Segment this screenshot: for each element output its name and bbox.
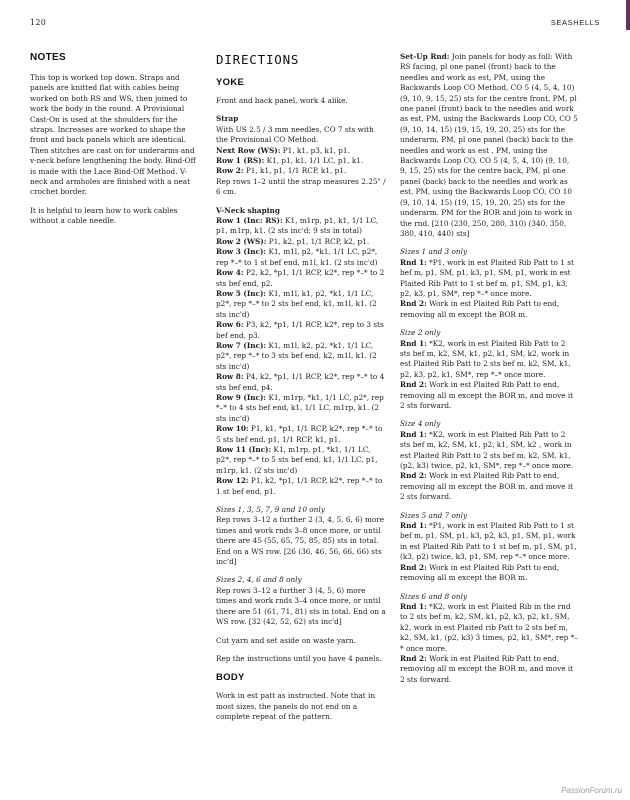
round-row-label: Rnd 1: (400, 257, 427, 267)
strap-row-text: P1, k1, p1, 1/1 RCP, k1, p1. (243, 166, 347, 176)
strap-label: Strap (216, 114, 239, 124)
vneck-row-text: P4, k2, *p1, 1/1 RCP, k2*, rep *–* to 4 sts bef end, p4. (216, 372, 385, 392)
round-row (400, 471, 578, 502)
vneck-row-text: K1, m1rp, p1, k1, 1/1 LC, p1, m1rp, k1. (2 sts inc'd; 9 sts in total) (216, 216, 379, 236)
vneck-row-text: K1, m1l, k1, p2, *k1, 1/1 LC, p2*, rep *–* to 2 sts bef end, k1, m1l, k1. (2 sts inc'd) (216, 288, 377, 319)
vneck-row-label: Row 7 (Inc): (216, 340, 267, 350)
vneck-row-label: Row 6: (216, 320, 244, 330)
page-number: 120 (30, 18, 47, 27)
edge-tab (626, 0, 630, 30)
notes-column (30, 52, 202, 235)
vneck-row-text: K1, m1l, k2, p2, *k1, 1/1 LC, p2*, rep *–* to 3 sts bef end, k2, m1l, k1. (2 sts inc'd) (216, 340, 377, 371)
body-heading: BODY (216, 672, 245, 684)
vneck-row-label: Row 4: (216, 268, 244, 278)
vneck-row (216, 424, 388, 445)
size-group-label: Size 2 only (400, 328, 441, 338)
vneck-row (216, 341, 388, 372)
vneck-label: V-Neck shaping (216, 205, 280, 215)
vneck-row-label: Row 11 (Inc): (216, 445, 272, 454)
strap-rows (216, 146, 388, 177)
vneck-row-text: K1, m1rp, *k1, 1/1 LC, p2*, rep *–* to 4 sts bef end, k1, 1/1 LC, m1rp, k1. (2 sts inc'd) (216, 392, 384, 423)
vneck-row (216, 247, 388, 268)
round-row (400, 258, 578, 300)
size-groups (400, 247, 578, 685)
round-row-label: Rnd 2: (400, 653, 427, 663)
size-group-label: Size 4 only (400, 419, 441, 429)
sizes-b-label: Sizes 2, 4, 6 and 8 only (216, 575, 302, 585)
vneck-row (216, 268, 388, 289)
vneck-row (216, 237, 388, 247)
vneck-row (216, 320, 388, 341)
watermark: PassionForum.ru (561, 786, 622, 795)
strap-row-label: Row 2: (216, 166, 244, 176)
vneck-row (216, 445, 388, 476)
cut-yarn-text: Cut yarn and set aside on waste yarn. (216, 635, 356, 645)
size-group (400, 328, 578, 411)
strap-section (216, 114, 388, 145)
vneck-row-text: K1, m1rp, p1, *k1, 1/1 LC, p2*, rep *–* to 5 sts bef end, k1, 1/1 LC, p1, m1rp, k1. (2 sts inc'd) (216, 445, 378, 475)
directions-column (216, 52, 388, 731)
vneck-row-label: Row 12: (216, 476, 249, 486)
round-row-text: Work in est Plaited Rib Patt to end, removing all m except the BOR m, and move it 2 sts forward. (400, 471, 574, 502)
round-row (400, 602, 578, 654)
yoke-heading: YOKE (216, 77, 245, 88)
size-group (400, 419, 578, 502)
strap-row (216, 156, 388, 166)
setup-paragraph (400, 52, 578, 239)
round-row-text: *K2, work in est Plaited Rib Patt to 2 sts bef m, k2, SM, k1, p2, k1, SM, k2, work in est Plaited Rib Patt to 2 sts bef m, k2, SM, k1, p2, k3, p2, k1, SM*, rep *–* once more. (400, 338, 571, 379)
vneck-row-label: Row 8: (216, 372, 244, 382)
sizes-a-section (216, 505, 388, 567)
vneck-row (216, 289, 388, 320)
vneck-row-text: P2, k2, *p1, 1/1 RCP, k2*, rep *–* to 2 sts bef end, p2. (216, 268, 385, 288)
round-row-label: Rnd 1: (400, 521, 427, 531)
strap-row (216, 146, 388, 156)
vneck-row-label: Row 1 (Inc: RS): (216, 216, 283, 226)
size-group (400, 592, 578, 686)
vneck-row-label: Row 2 (WS): (216, 236, 267, 246)
vneck-row-label: Row 9 (Inc): (216, 392, 267, 402)
vneck-row (216, 216, 388, 237)
round-row (400, 339, 578, 381)
round-row-text: *P1, work in est Plaited Rib Patt to 1 st bef m, p1, SM, p1, k3, p1, SM, p1, work in est Plaited Rib Patt to 1 st bef m, p1, SM, p1, k3, p2, k3, p1, SM*, rep *–* once more. (400, 257, 574, 298)
round-row (400, 521, 578, 563)
running-title: SEASHELLS (550, 18, 600, 27)
round-row-label: Rnd 2: (400, 380, 427, 390)
vneck-row-label: Row 5 (Inc): (216, 288, 267, 298)
sizes-a-label: Sizes 1, 3, 5, 7, 9 and 10 only (216, 505, 325, 515)
vneck-row-text: P3, k2, *p1, 1/1 RCP, k2*, rep to 3 sts bef end, p3. (216, 320, 384, 340)
vneck-row (216, 476, 388, 497)
repeat-panels-text: Rep the instructions until you have 4 panels. (216, 653, 382, 663)
notes-paragraph-1: This top is worked top down. Straps and panels are knitted flat with cables being worked on both RS and WS, then joined to work the body in the round. A Provisional Cast-On is used at the shoulders for the straps. Increases are worked to shape the front and back panels which are identical. Then stitches are cast on for underarms and v-neck before lengthening the body. Bind-Off is made with the Lace Bind-Off Method. V-neck and armholes are finished with a neat crochet border. (30, 73, 196, 197)
round-row (400, 654, 578, 685)
vneck-row-text: P1, k2, *p1, 1/1 RCP, k2*, rep *–* to 1 st bef end, p1. (216, 476, 383, 496)
round-row-label: Rnd 2: (400, 471, 427, 481)
setup-column (400, 52, 578, 693)
round-row-text: *P1, work in est Plaited Rib Patt to 1 st bef m, p1, SM, p1, k3, p2, k3, p1, SM, p1, work in est Plaited Rib Patt to 1 st bef m, p1, SM, p1, (k3, p2) twice, k3, p1, SM, rep *–* once more. (400, 521, 577, 562)
strap-row-label: Next Row (WS): (216, 145, 281, 155)
vneck-row (216, 372, 388, 393)
directions-heading: DIRECTIONS (216, 52, 300, 67)
strap-text: With US 2.5 / 3 mm needles, CO 7 sts with the Provisional CO Method. (216, 124, 374, 145)
round-row (400, 380, 578, 411)
round-row (400, 430, 578, 472)
strap-row (216, 166, 388, 176)
round-row-text: Work in est Plaited Rib Patt to end, removing all m except the BOR m, and move it 2 sts forward. (400, 653, 574, 684)
vneck-row-text: P1, k2, p1, 1/1 RCP, k2, p1. (266, 236, 370, 246)
size-group-label: Sizes 1 and 3 only (400, 247, 468, 257)
strap-row-label: Row 1 (RS): (216, 156, 265, 166)
round-row-text: Work in est Plaited Rib Patt to end, removing all m except the BOR m. (400, 562, 560, 583)
size-group (400, 511, 578, 584)
size-group (400, 247, 578, 320)
round-row-text: *K2, work in est Plaited Rib Patt to 2 sts bef m, k2, SM, k1, p2, k1, SM, k2 , work in est Plaited Rib Patt to 2 sts bef m, k2, SM, k1, (p2, k3) twice, p2, k1, SM*, rep *–* once more. (400, 429, 574, 471)
notes-paragraph-2: It is helpful to learn how to work cables without a cable needle. (30, 205, 178, 226)
yoke-intro: Front and back panel, work 4 alike. (216, 96, 348, 105)
vneck-row-label: Row 10: (216, 424, 249, 434)
page-header (30, 18, 600, 30)
round-row-text: Work in est Plaited Rib Patt to end, removing all m except the BOR m. (400, 299, 560, 319)
sizes-b-text: Rep rows 3–12 a further 3 (4, 5, 6) more times and work rnds 3–4 once more, or until there are 51 (61, 71, 81) sts in total. End on a WS row. [32 (42, 52, 62) sts inc'd] (216, 585, 386, 627)
round-row-label: Rnd 1: (400, 601, 427, 611)
vneck-rows (216, 216, 388, 497)
strap-repeat: Rep rows 1–2 until the strap measures 2.25" / 6 cm. (216, 176, 386, 197)
round-row (400, 563, 578, 584)
strap-row-text: K1, p1, k1, 1/1 LC, p1, k1. (264, 156, 364, 166)
strap-row-text: P1, k1, p3, k1, p1. (280, 145, 350, 155)
round-row-text: Work in est Plaited Rib Patt to end, removing all m except the BOR m, and move it 2 sts forward. (400, 380, 574, 410)
sizes-a-text: Rep rows 3–12 a further 2 (3, 4, 5, 6, 6) more times and work rnds 3–8 once more, or until there are 45 (55, 65, 75, 85, 85) sts in total. End on a WS row. [26 (36, 46, 56, 66, 66) sts inc'd] (216, 515, 385, 567)
vneck-row-text: K1, m1l, p2, *k1, 1/1 LC, p2*, rep *–* to 1 st bef end, m1l, k1. (2 sts inc'd) (216, 247, 378, 267)
notes-heading: NOTES (30, 52, 66, 63)
round-row-label: Rnd 1: (400, 338, 427, 348)
round-row-label: Rnd 2: (400, 299, 427, 309)
round-row-label: Rnd 1: (400, 429, 427, 439)
size-group-label: Sizes 5 and 7 only (400, 510, 468, 520)
round-row (400, 299, 578, 320)
vneck-row-text: P1, k1, *p1, 1/1 RCP, k2*, rep *–* to 5 sts bef end, p1, 1/1 RCP, k1, p1. (216, 424, 383, 444)
size-group-label: Sizes 6 and 8 only (400, 591, 468, 601)
round-row-label: Rnd 2: (400, 562, 427, 572)
vneck-row-label: Row 3 (Inc): (216, 247, 267, 257)
setup-text: Join panels for body as foll: With RS facing, pl one panel (front) back to the needles and work as est, PM, using the Backwards Loop CO Method, CO 5 (4, 5, 4, 10) (9, 10, 9, 15, 25) sts for the centre front, PM, pl one panel (front) back to the needles and work as est, PM, using the Backwards Loop CO, CO 5 (9, 10, 14, 15) (19, 15, 19, 20, 25) sts for the underarm, PM, pl one panel (back) back to the needles and work as est , PM, using the Backwards Loop CO, CO 5 (4, 5, 4, 10) (9, 10, 9, 15, 25) sts for the centre back, PM, pl one panel (back) back to the needles and work as est, PM, using the Backwards Loop CO, CO 10 (9, 10, 14, 15) (19, 15, 19, 20, 25) sts for the underarm. PM for the BOR and join to work in the rnd. [210 (230, 250, 280, 310) (340, 350, 380, 410, 440) sts] (400, 52, 578, 238)
sizes-b-section (216, 575, 388, 627)
round-row-text: *K2, work in est Plaited Rib in the rnd to 2 sts bef m, k2, SM, k1, p2, k3, p2, k1, SM, k2, work in est Plaited rib Patt to 2 sts bef m, k2, SM, k1, (p2, k3) 3 times, p2, k1, SM*, rep *–* once more. (400, 601, 578, 653)
body-text: Work in est patt as instructed. Note that in most sizes, the panels do not end on a complete repeat of the pattern. (216, 691, 376, 722)
setup-label: Set-Up Rnd: (400, 52, 450, 61)
vneck-row (216, 393, 388, 424)
